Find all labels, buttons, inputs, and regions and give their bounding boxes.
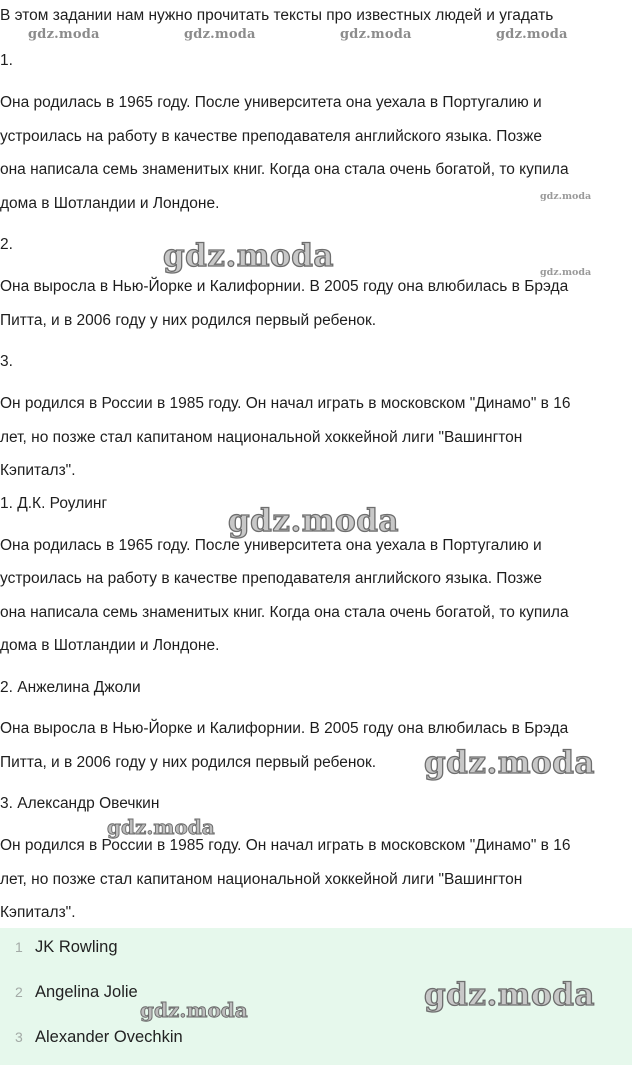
watermark-tiny: gdz.moda [540,191,592,202]
intro-text: В этом задании нам нужно прочитать тексты про известных людей и угадать [0,7,554,24]
answer-number: 3 [15,1029,23,1045]
solution-line: устроилась на работу в качестве преподавателя английского языка. Позже [0,570,542,587]
text-line: Она выросла в Нью-Йорке и Калифорнии. В 2005 году она влюбилась в Брэда [0,278,569,295]
watermark-large: gdz.moda [228,503,399,539]
solution-heading: 2. Анжелина Джоли [0,679,141,696]
watermark-small: gdz.moda [184,27,256,42]
solution-line: Кэпиталз". [0,904,76,921]
watermark-medium: gdz.moda [140,998,248,1022]
text-number: 2. [0,236,13,253]
watermark-tiny: gdz.moda [540,267,592,278]
text-number: 3. [0,353,13,370]
answer-number: 2 [15,984,23,1000]
watermark-large: gdz.moda [424,745,595,781]
text-line: устроилась на работу в качестве преподавателя английского языка. Позже [0,128,542,145]
solution-heading: 1. Д.К. Роулинг [0,495,108,512]
text-number: 1. [0,52,13,69]
solution-line: Она выросла в Нью-Йорке и Калифорнии. В 2005 году она влюбилась в Брэда [0,720,569,737]
watermark-small: gdz.moda [28,27,100,42]
watermark-large: gdz.moda [163,238,334,274]
watermark-medium: gdz.moda [107,815,215,839]
solution-heading: 3. Александр Овечкин [0,795,160,812]
text-line: лет, но позже стал капитаном национальной хоккейной лиги "Вашингтон [0,429,523,446]
solution-line: она написала семь знаменитых книг. Когда она стала очень богатой, то купила [0,604,569,621]
text-line: Питта, и в 2006 году у них родился первый ребенок. [0,312,377,329]
watermark-small: gdz.moda [496,27,568,42]
answer-text: JK Rowling [35,938,118,956]
answer-text: Angelina Jolie [35,983,138,1001]
text-line: Она родилась в 1965 году. После университета она уехала в Португалию и [0,94,542,111]
answer-text: Alexander Ovechkin [35,1028,183,1046]
solution-line: Она родилась в 1965 году. После университета она уехала в Португалию и [0,537,542,554]
watermark-large: gdz.moda [424,977,595,1013]
solution-line: Он родился в России в 1985 году. Он начал играть в московском "Динамо" в 16 [0,837,571,854]
watermark-small: gdz.moda [340,27,412,42]
text-line: Кэпиталз". [0,462,76,479]
answer-number: 1 [15,939,23,955]
text-line: она написала семь знаменитых книг. Когда она стала очень богатой, то купила [0,161,569,178]
text-line: дома в Шотландии и Лондоне. [0,195,220,212]
text-line: Он родился в России в 1985 году. Он начал играть в московском "Динамо" в 16 [0,395,571,412]
solution-line: дома в Шотландии и Лондоне. [0,637,220,654]
solution-line: Питта, и в 2006 году у них родился первый ребенок. [0,754,377,771]
solution-line: лет, но позже стал капитаном национальной хоккейной лиги "Вашингтон [0,871,523,888]
